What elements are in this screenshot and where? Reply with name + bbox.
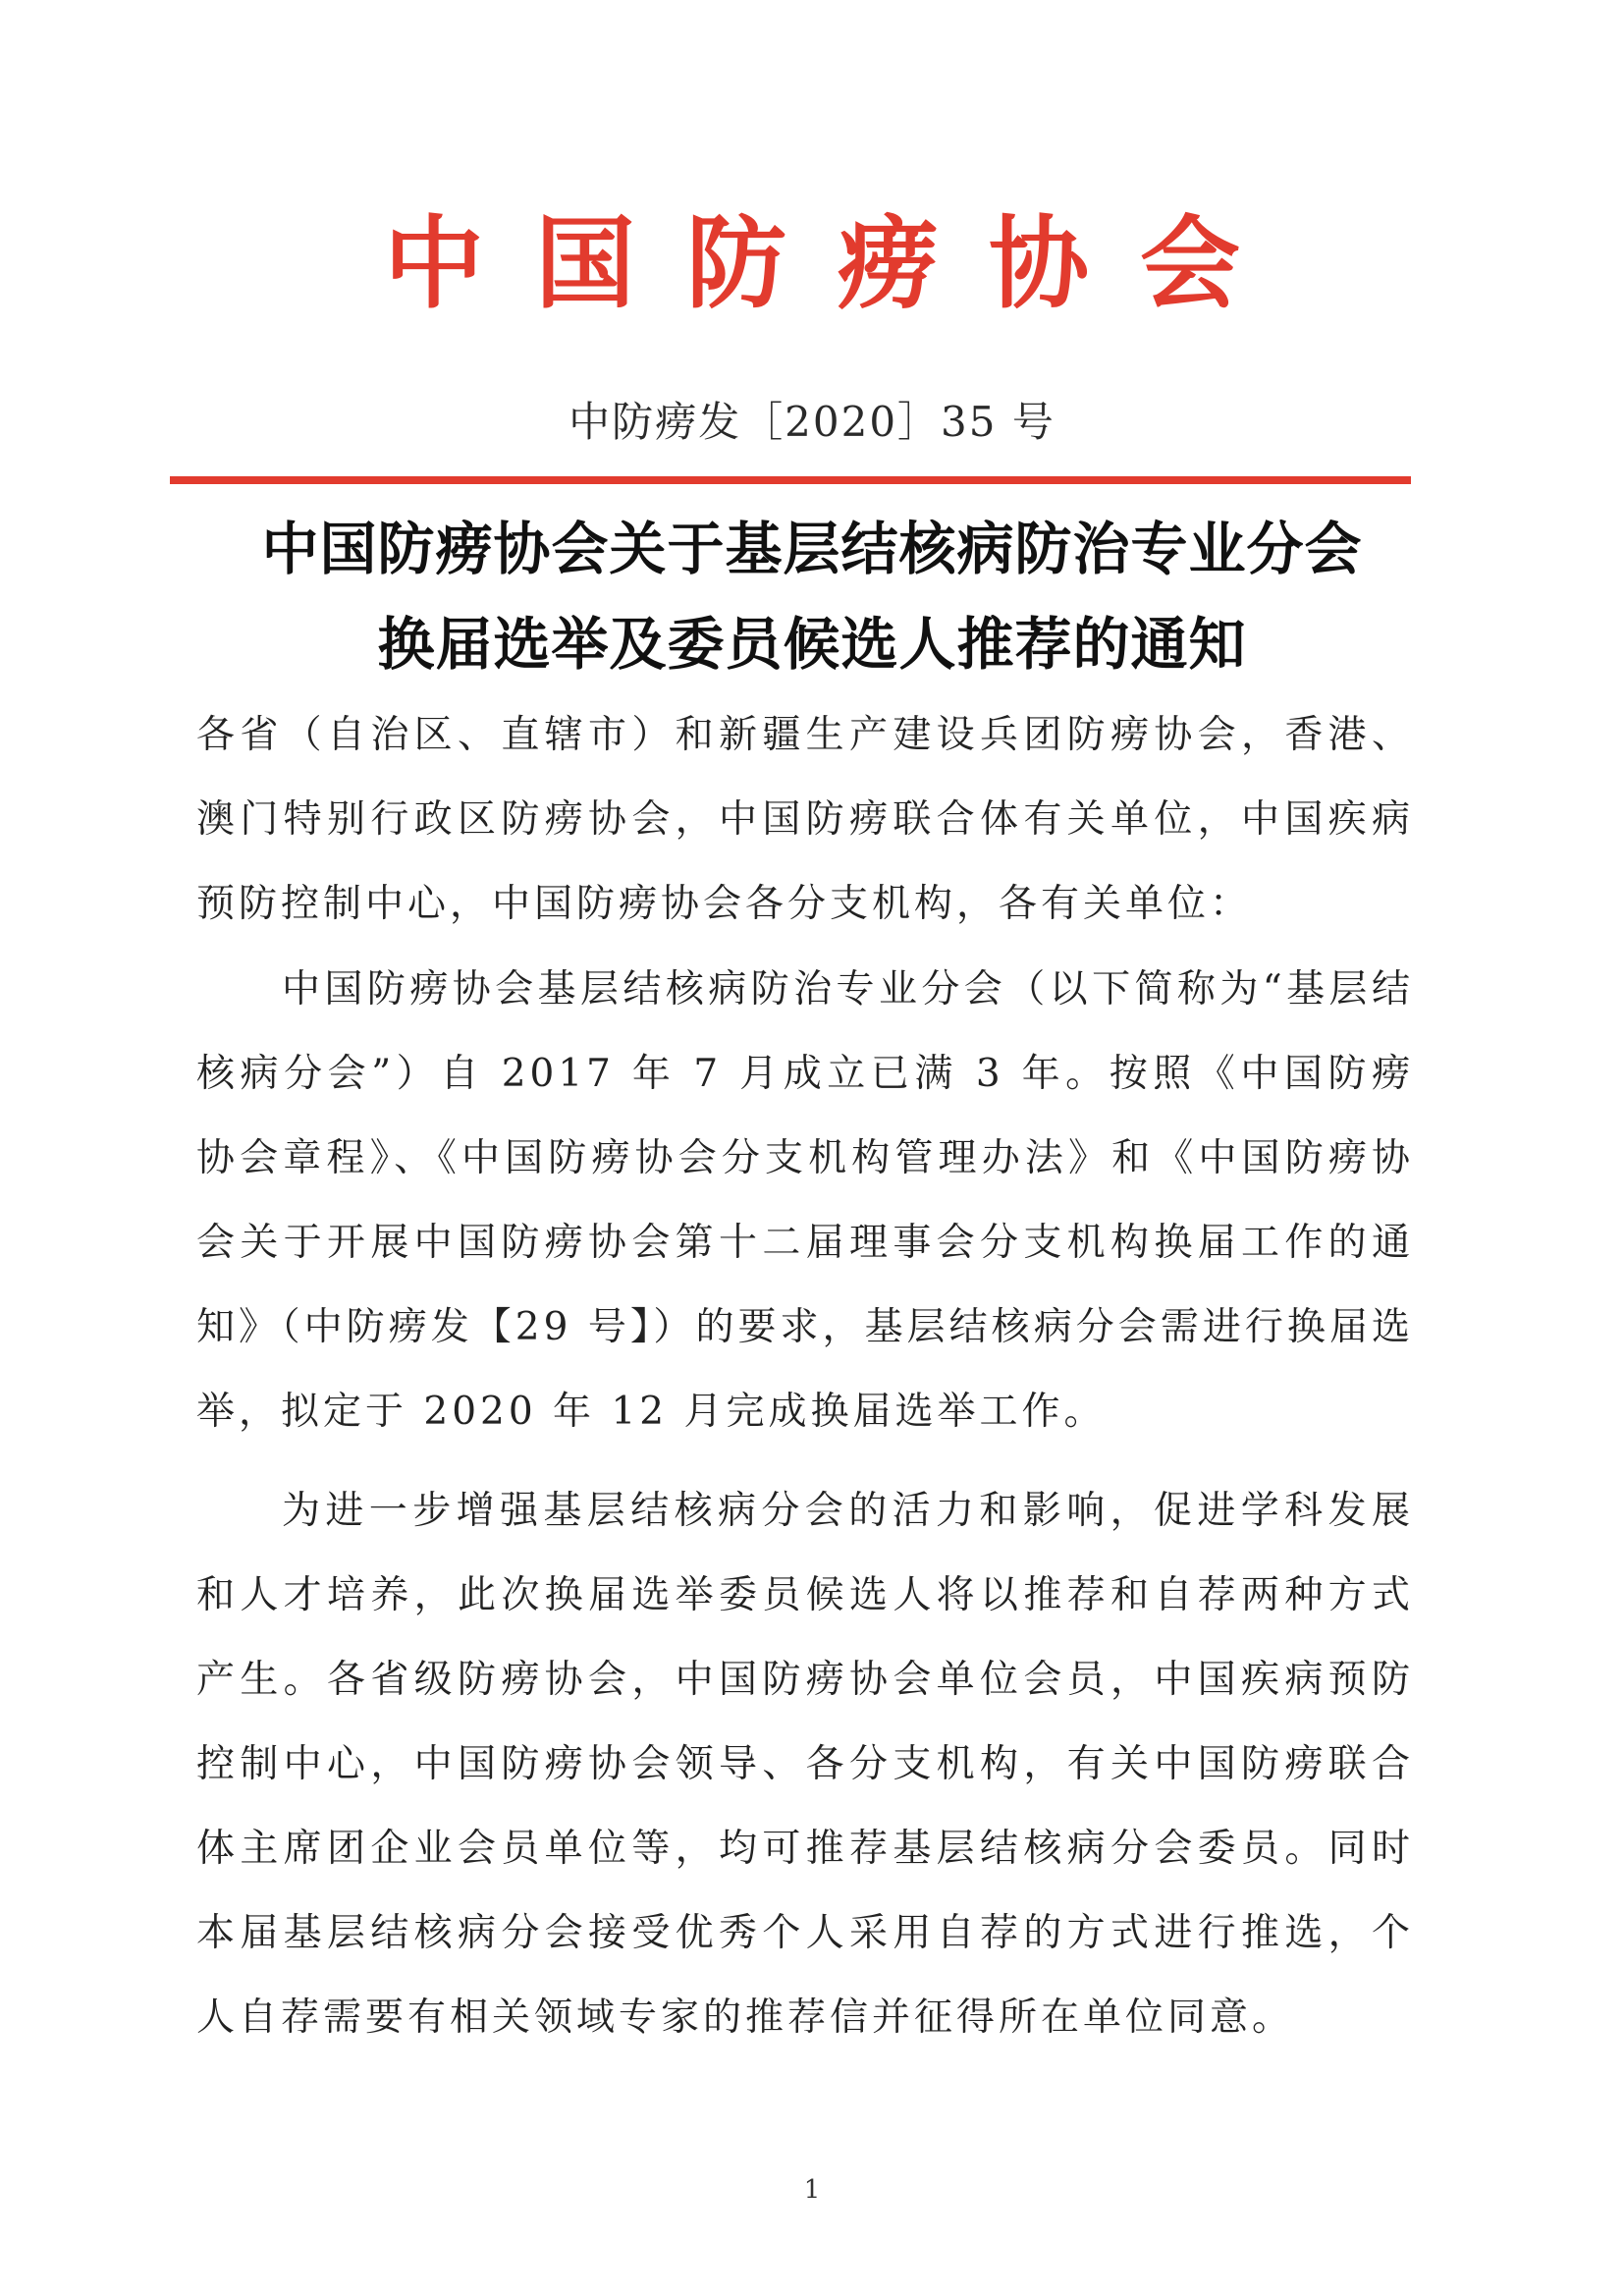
body-paragraph-1	[196, 948, 1414, 1454]
document-title-line-2: 换届选举及委员候选人推荐的通知	[377, 611, 1247, 678]
document-title-line-1: 中国防痨协会关于基层结核病防治专业分会	[261, 516, 1363, 582]
page-number: 1	[803, 2175, 821, 2205]
addressee-text: 各省（自治区、直辖市）和新疆生产建设兵团防痨协会，香港、澳门特别行政区防痨协会，中国防痨联合体有关单位，中国疾病预防控制中心，中国防痨协会各分支机构，各有关单位：	[196, 713, 1414, 926]
paragraph-text: 中国防痨协会基层结核病防治专业分会（以下简称为“基层结核病分会”）自 2017 年 7 月成立已满 3 年。按照《中国防痨协会章程》、《中国防痨协会分支机构管理办法》和《中国防痨协会关于开展中国防痨协会第十二届理事会分支机构换届工作的通知》（中防痨发【29 号】）的要求，基层结核病分会需进行换届选举，拟定于 2020 年 12 月完成换届选举工作。	[196, 967, 1414, 1434]
body-paragraph-2	[196, 1469, 1414, 2060]
organization-masthead: 中国防痨协会	[384, 206, 1291, 323]
addressee-paragraph	[196, 693, 1414, 947]
document-number: 中防痨发［2020］35 号	[568, 398, 1056, 446]
red-divider-line	[170, 476, 1411, 484]
paragraph-text: 为进一步增强基层结核病分会的活力和影响，促进学科发展和人才培养，此次换届选举委员候选人将以推荐和自荐两种方式产生。各省级防痨协会，中国防痨协会单位会员，中国疾病预防控制中心，中国防痨协会领导、各分支机构，有关中国防痨联合体主席团企业会员单位等，均可推荐基层结核病分会委员。同时本届基层结核病分会接受优秀个人采用自荐的方式进行推选，个人自荐需要有相关领域专家的推荐信并征得所在单位同意。	[196, 1489, 1414, 2040]
